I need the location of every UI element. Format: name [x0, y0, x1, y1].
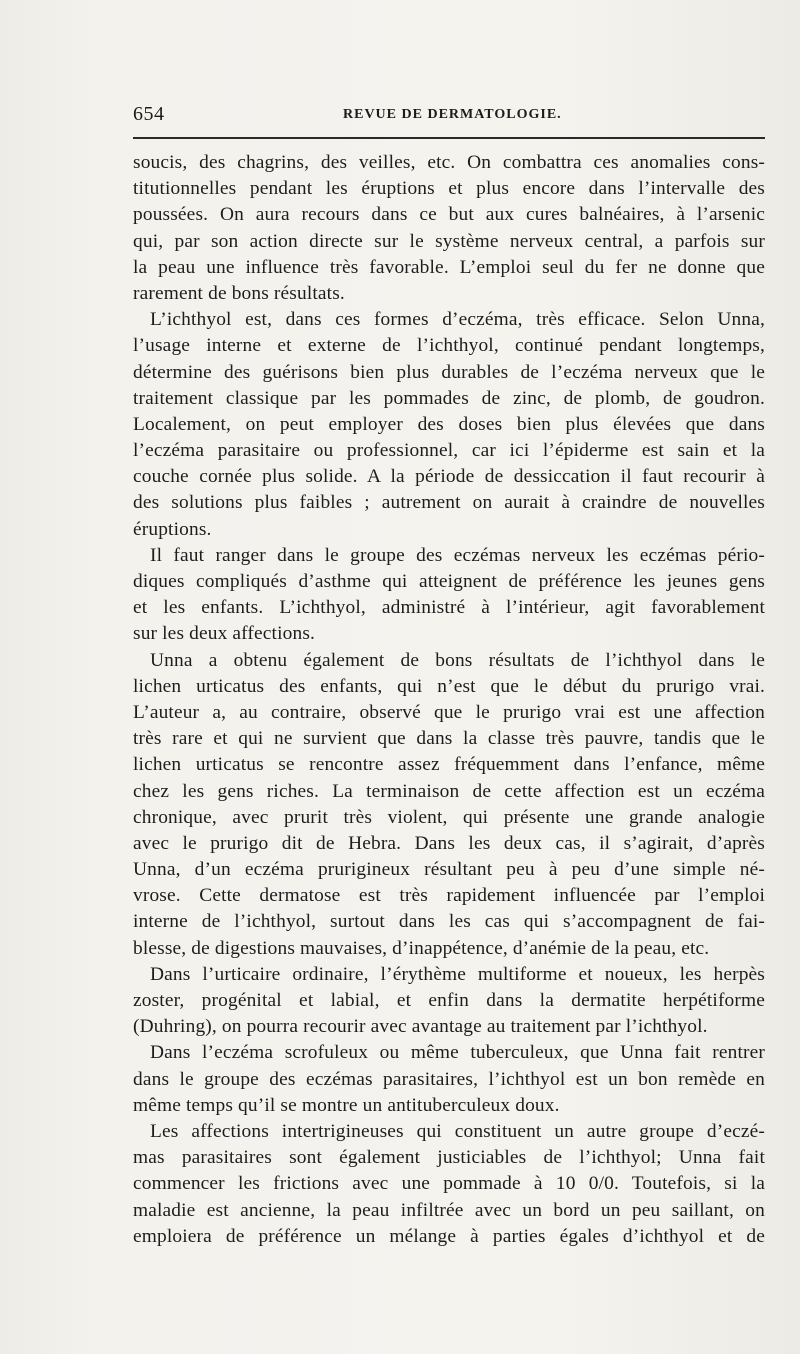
- text-line: interne de l’ichthyol, surtout dans les cas qui s’accompagnent de fai-: [133, 911, 765, 933]
- text-line: et les enfants. L’ichthyol, administré à l’intérieur, agit favorablement: [133, 597, 765, 619]
- header-rule: [133, 137, 765, 139]
- text-line: Unna a obtenu également de bons résultats de l’ichthyol dans le: [150, 649, 765, 671]
- text-line: même temps qu’il se montre un antituberculeux doux.: [133, 1094, 560, 1116]
- text-line: (Duhring), on pourra recourir avec avantage au traitement par l’ichthyol.: [133, 1016, 708, 1038]
- body-text: [133, 150, 765, 1250]
- text-line: couche cornée plus solide. A la période de dessiccation il faut recourir à: [133, 466, 765, 488]
- text-line: l’usage interne et externe de l’ichthyol, continué pendant longtemps,: [133, 335, 765, 357]
- text-line: sur les deux affections.: [133, 623, 316, 645]
- text-line: diques compliqués d’asthme qui atteignent de préférence les jeunes gens: [133, 571, 765, 592]
- page-header: [133, 103, 765, 129]
- text-line: poussées. On aura recours dans ce but aux cures balnéaires, à l’arsenic: [133, 204, 765, 226]
- text-line: dans le groupe des eczémas parasitaires, l’ichthyol est un bon remède en: [133, 1068, 765, 1090]
- text-line: commencer les frictions avec une pommade à 10 0/0. Toutefois, si la: [133, 1173, 765, 1195]
- text-line: qui, par son action directe sur le système nerveux central, a parfois sur: [133, 230, 765, 252]
- text-line: Dans l’eczéma scrofuleux ou même tuberculeux, que Unna fait rentrer: [150, 1042, 765, 1064]
- text-line: rarement de bons résultats.: [133, 282, 345, 304]
- text-line: l’eczéma parasitaire ou professionnel, car ici l’épiderme est sain et la: [133, 440, 765, 462]
- text-line: détermine des guérisons bien plus durables de l’eczéma nerveux que le: [133, 361, 765, 383]
- text-line: Localement, on peut employer des doses bien plus élevées que dans: [133, 413, 765, 435]
- text-line: L’auteur a, au contraire, observé que le prurigo vrai est une affection: [133, 701, 765, 723]
- text-line: emploiera de préférence un mélange à parties égales d’ichthyol et de: [133, 1225, 765, 1247]
- text-line: titutionnelles pendant les éruptions et plus encore dans l’intervalle des: [133, 178, 765, 200]
- text-line: vrose. Cette dermatose est très rapidement influencée par l’emploi: [133, 885, 765, 907]
- text-line: maladie est ancienne, la peau infiltrée avec un bord un peu saillant, on: [133, 1199, 765, 1221]
- text-line: soucis, des chagrins, des veilles, etc. On combattra ces anomalies cons-: [133, 152, 765, 173]
- text-line: avec le prurigo dit de Hebra. Dans les deux cas, il s’agirait, d’après: [133, 832, 765, 854]
- text-line: traitement classique par les pommades de zinc, de plomb, de goudron.: [133, 387, 765, 409]
- text-line: éruptions.: [133, 518, 212, 540]
- text-line: mas parasitaires sont également justiciables de l’ichthyol; Unna fait: [133, 1147, 765, 1169]
- text-line: L’ichthyol est, dans ces formes d’eczéma, très efficace. Selon Unna,: [150, 309, 765, 331]
- text-line: chez les gens riches. La terminaison de cette affection est un eczéma: [133, 780, 765, 802]
- text-line: lichen urticatus se rencontre assez fréquemment dans l’enfance, même: [133, 754, 765, 776]
- text-line: Unna, d’un eczéma prurigineux résultant peu à peu d’une simple né-: [133, 859, 765, 881]
- running-title: REVUE DE DERMATOLOGIE.: [343, 107, 562, 122]
- page-number: 654: [133, 103, 165, 125]
- text-line: blesse, de digestions mauvaises, d’inappétence, d’anémie de la peau, etc.: [133, 937, 710, 959]
- text-line: lichen urticatus des enfants, qui n’est que le début du prurigo vrai.: [133, 675, 765, 697]
- text-line: Il faut ranger dans le groupe des eczémas nerveux les eczémas pério-: [150, 544, 765, 566]
- text-line: chronique, avec prurit très violent, qui présente une grande analogie: [133, 806, 765, 828]
- text-line: très rare et qui ne survient que dans la classe très pauvre, tandis que le: [133, 728, 765, 750]
- text-line: des solutions plus faibles ; autrement on aurait à craindre de nouvelles: [133, 492, 765, 514]
- text-line: Les affections intertrigineuses qui constituent un autre groupe d’eczé-: [150, 1120, 765, 1142]
- text-line: Dans l’urticaire ordinaire, l’érythème multiforme et noueux, les herpès: [150, 963, 765, 985]
- text-line: zoster, progénital et labial, et enfin dans la dermatite herpétiforme: [133, 990, 765, 1011]
- text-line: la peau une influence très favorable. L’emploi seul du fer ne donne que: [133, 256, 765, 278]
